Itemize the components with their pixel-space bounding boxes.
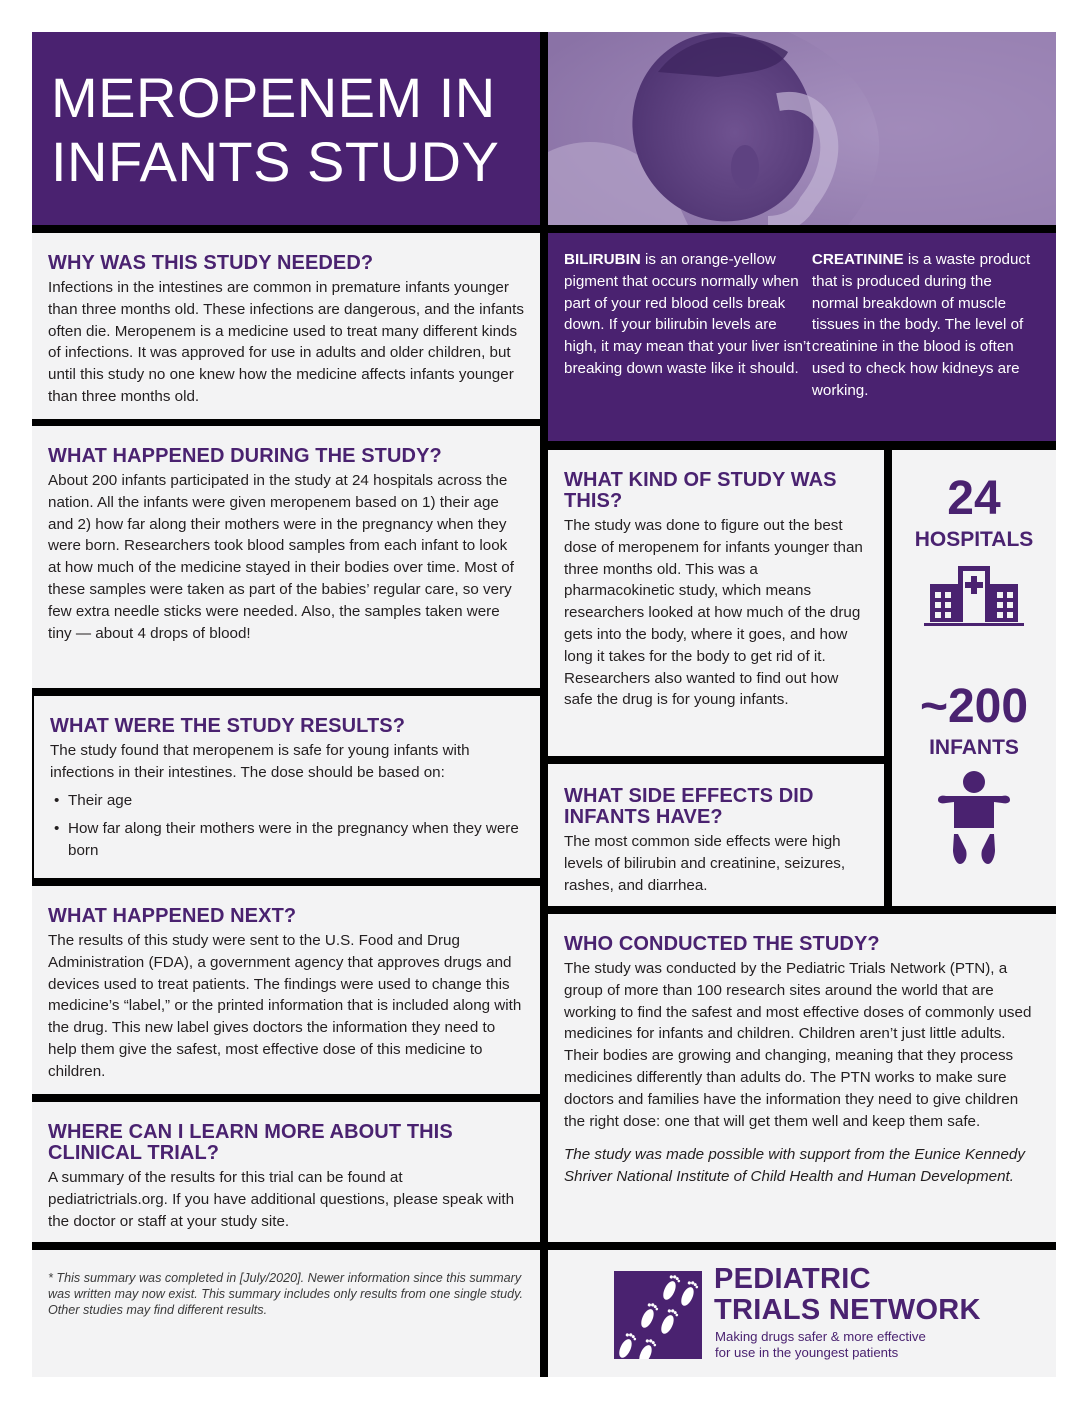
section-heading: WHAT KIND OF STUDY WAS THIS? <box>564 469 837 512</box>
section-heading: WHY WAS THIS STUDY NEEDED? <box>48 252 374 274</box>
section-during-study <box>32 426 540 688</box>
stats-column <box>892 450 1056 906</box>
definitions-box <box>548 233 1056 441</box>
stat-label: HOSPITALS <box>914 528 1034 551</box>
hospital-icon <box>922 564 1026 630</box>
section-body: The study was conducted by the Pediatric Trials Network (PTN), a group of more than 100 research sites around the world that are working to find the safest and most effective doses of commonly used medicines for infants and children. Children aren’t just little adults. Their bodies are growing and changing, meaning that they process medicines differently than adults do. The PTN works to make sure doctors and families have the information they need to give children the right dose: one that will get them well and keep them safe. <box>564 960 1032 1130</box>
page-title <box>51 66 499 194</box>
tagline-line-2: for use in the youngest patients <box>715 1345 899 1360</box>
section-heading: WHAT SIDE EFFECTS DID INFANTS HAVE? <box>564 785 814 828</box>
definition-text: is a waste product that is produced during the normal breakdown of muscle tissues in the body. The level of creatinine in the blood is often used to check how kidneys are working. <box>811 251 1031 399</box>
footnote-box <box>32 1250 540 1377</box>
section-body: About 200 infants participated in the study at 24 hospitals across the nation. All the infants were given meropenem based on 1) their age and 2) how far along their mothers were in the pregnancy when they were born. Researchers took blood samples from each infant to look at how much of the medicine stayed in their bodies over time. Most of these samples were taken as part of the babies’ regular care, so very few extra needle sticks were needed. Also, the samples taken were tiny — about 4 drops of blood! <box>48 472 514 642</box>
section-body: The results of this study were sent to the U.S. Food and Drug Administration (FDA), a government agency that approves drugs and devices used to treat patients. The findings were used to change this medicine’s “label,” or the printed information that is included along with the drug. This new label gives doctors the information they need to help them give the safest, most effective dose of this medicine to children. <box>48 932 522 1080</box>
section-side-effects <box>548 764 884 906</box>
section-body: Infections in the intestines are common in premature infants younger than three months old. These infections are dangerous, and the infants often die. Meropenem is a medicine used to treat many different kinds of infections. It was approved for use in adults and older children, but until this study no one knew how the medicine affects infants younger than three months old. <box>48 279 524 405</box>
ptn-logo <box>548 1250 1056 1377</box>
footnote-text: * This summary was completed in [July/2020]. Newer information since this summary was written may now exist. This summary includes only results from one single study. Other studies may find different results. <box>48 1271 524 1317</box>
section-heading: WHAT HAPPENED DURING THE STUDY? <box>48 445 442 467</box>
title-line-1: MEROPENEM IN <box>51 66 496 129</box>
section-body: The study found that meropenem is safe for young infants with infections in their intestines. The dose should be based on: <box>50 742 470 781</box>
section-who-conducted <box>548 914 1056 1242</box>
logo-name-line-1: PEDIATRIC <box>714 1263 871 1295</box>
section-body: The study was done to figure out the best dose of meropenem for infants younger than three months old. This was a pharmacokinetic study, which means researchers looked at how much of the drug gets into the body, where it goes, and how long it takes for the body to get rid of it. Researchers also wanted to find out how safe the drug is for young infants. <box>564 517 863 709</box>
tagline-line-1: Making drugs safer & more effective <box>715 1329 926 1344</box>
section-heading: WHO CONDUCTED THE STUDY? <box>564 933 880 955</box>
fact-sheet <box>32 32 1056 1377</box>
infant-icon <box>934 770 1014 866</box>
title-banner <box>32 32 540 225</box>
list-item: • Their age <box>50 790 524 812</box>
section-body: The most common side effects were high levels of bilirubin and creatinine, seizures, rashes, and diarrhea. <box>564 833 846 894</box>
section-learn-more <box>32 1102 540 1242</box>
section-heading: WHERE CAN I LEARN MORE ABOUT THIS CLINICAL TRIAL? <box>48 1121 453 1164</box>
sleeping-baby-image <box>548 32 1056 225</box>
definition-bilirubin <box>564 249 812 441</box>
footprints-icon <box>614 1271 702 1359</box>
list-item: • How far along their mothers were in the pregnancy when they were born <box>50 818 524 862</box>
section-study-results <box>34 696 540 878</box>
term-creatinine: CREATININE <box>811 251 904 268</box>
stat-infants <box>892 682 1056 871</box>
section-heading: WHAT HAPPENED NEXT? <box>48 905 297 927</box>
section-what-happened-next <box>32 886 540 1094</box>
section-body: A summary of the results for this trial can be found at pediatrictrials.org. If you have additional questions, please speak with the doctor or staff at your study site. <box>48 1169 515 1230</box>
stat-label: INFANTS <box>929 736 1019 759</box>
stat-value: 24 <box>947 472 1001 525</box>
definition-creatinine <box>812 249 1040 441</box>
term-bilirubin: BILIRUBIN <box>564 251 641 268</box>
infant-photo <box>548 32 1056 225</box>
funding-acknowledgement: The study was made possible with support from the Eunice Kennedy Shriver National Institute of Child Health and Human Development. <box>564 1146 1025 1186</box>
logo-name <box>714 1264 981 1326</box>
definition-text: is an orange-yellow pigment that occurs normally when part of your red blood cells break down. If your bilirubin levels are high, it may mean that your liver isn’t breaking down waste like it should. <box>564 251 811 377</box>
logo-name-line-2: TRIALS NETWORK <box>714 1294 981 1326</box>
logo-tagline <box>715 1329 926 1361</box>
stat-value: ~200 <box>919 680 1029 733</box>
results-list <box>50 790 524 862</box>
section-kind-of-study <box>548 450 884 756</box>
title-line-2: INFANTS STUDY <box>51 130 500 193</box>
stat-hospitals <box>892 474 1056 635</box>
section-heading: WHAT WERE THE STUDY RESULTS? <box>50 715 406 737</box>
section-why-needed <box>32 233 540 419</box>
